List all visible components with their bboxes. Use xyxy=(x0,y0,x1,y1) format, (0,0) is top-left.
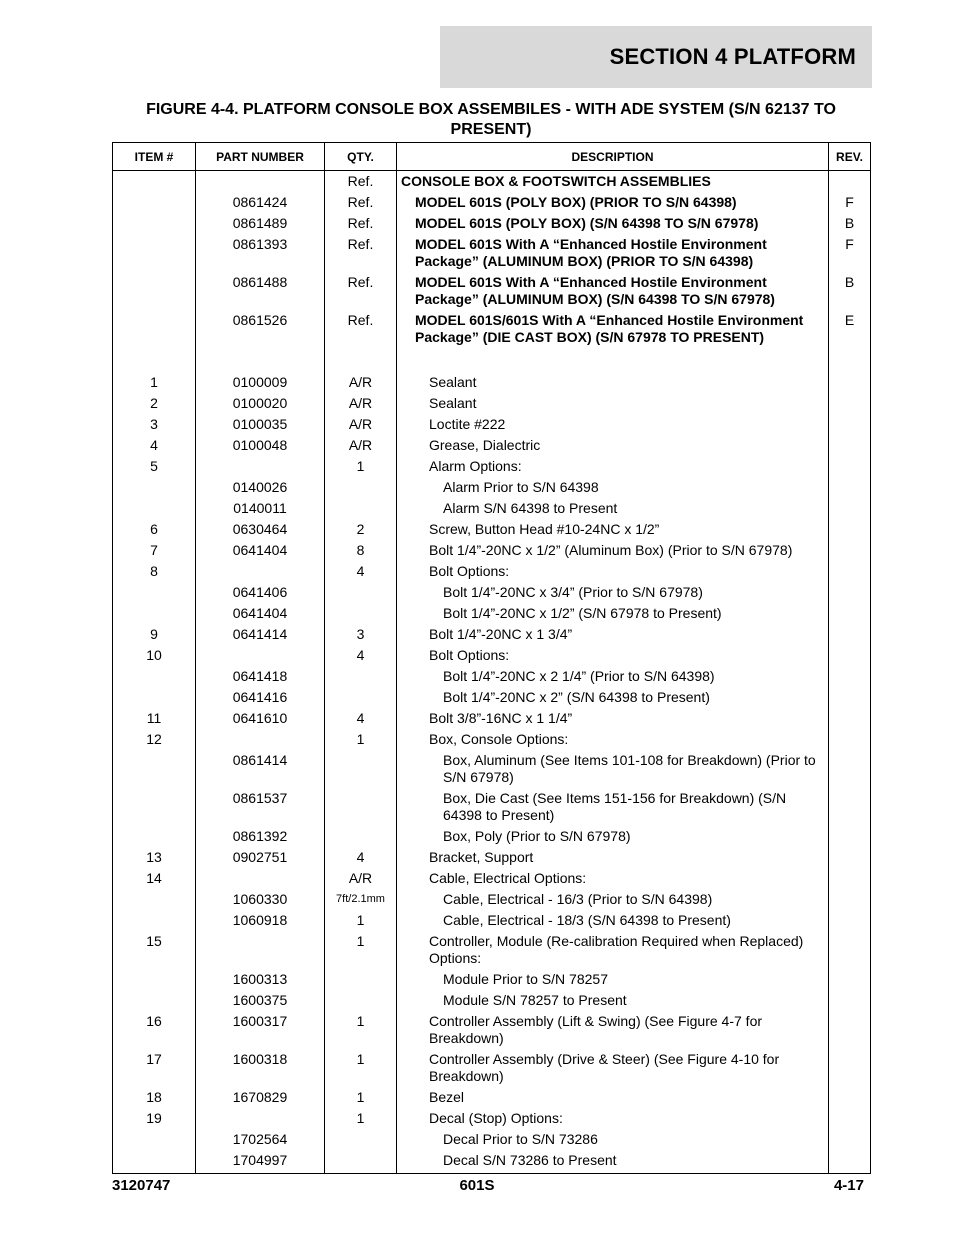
rev-cell: F xyxy=(829,192,871,213)
item-cell: 11 xyxy=(113,708,196,729)
rev-cell: E xyxy=(829,310,871,348)
rev-cell xyxy=(829,1049,871,1087)
rev-cell xyxy=(829,624,871,645)
table-row xyxy=(113,750,871,788)
qty-cell: 1 xyxy=(325,1108,397,1129)
part-number-cell xyxy=(196,456,325,477)
item-cell: 16 xyxy=(113,1011,196,1049)
description-cell: Bezel xyxy=(397,1087,829,1108)
part-number-cell xyxy=(196,171,325,193)
part-number-cell: 0100009 xyxy=(196,372,325,393)
description-cell: Bolt 1/4”-20NC x 3/4” (Prior to S/N 67978) xyxy=(397,582,829,603)
table-spacer-row xyxy=(113,348,871,372)
qty-cell: 4 xyxy=(325,708,397,729)
parts-table xyxy=(112,142,871,1174)
rev-cell xyxy=(829,1129,871,1150)
part-number-cell: 0100048 xyxy=(196,435,325,456)
table-row xyxy=(113,666,871,687)
item-cell xyxy=(113,889,196,910)
description-cell: Decal S/N 73286 to Present xyxy=(397,1150,829,1174)
table-row xyxy=(113,171,871,193)
description-cell: Decal Prior to S/N 73286 xyxy=(397,1129,829,1150)
qty-cell: 1 xyxy=(325,456,397,477)
rev-cell xyxy=(829,1011,871,1049)
item-cell xyxy=(113,969,196,990)
part-number-cell: 0861537 xyxy=(196,788,325,826)
qty-cell: Ref. xyxy=(325,213,397,234)
part-number-cell: 0630464 xyxy=(196,519,325,540)
footer-page-number: 4-17 xyxy=(833,1177,864,1194)
part-number-cell xyxy=(196,729,325,750)
item-cell xyxy=(113,750,196,788)
description-cell: Cable, Electrical Options: xyxy=(397,868,829,889)
rev-cell xyxy=(829,435,871,456)
part-number-cell: 0140011 xyxy=(196,498,325,519)
part-number-cell: 0100035 xyxy=(196,414,325,435)
qty-cell: A/R xyxy=(325,435,397,456)
description-cell: Bolt 1/4”-20NC x 1/2” (S/N 67978 to Present) xyxy=(397,603,829,624)
col-header-part-number: PART NUMBER xyxy=(196,143,325,171)
qty-cell: 1 xyxy=(325,729,397,750)
item-cell xyxy=(113,192,196,213)
rev-cell xyxy=(829,990,871,1011)
description-cell: MODEL 601S With A “Enhanced Hostile Environment Package” (ALUMINUM BOX) (S/N 64398 TO S/N 67978) xyxy=(397,272,829,310)
item-cell: 14 xyxy=(113,868,196,889)
rev-cell xyxy=(829,477,871,498)
description-cell: Controller Assembly (Drive & Steer) (See Figure 4-10 for Breakdown) xyxy=(397,1049,829,1087)
table-row xyxy=(113,414,871,435)
table-row xyxy=(113,1129,871,1150)
table-body xyxy=(113,171,871,1174)
rev-cell xyxy=(829,788,871,826)
rev-cell xyxy=(829,1108,871,1129)
rev-cell xyxy=(829,519,871,540)
description-cell: Decal (Stop) Options: xyxy=(397,1108,829,1129)
description-cell: Box, Console Options: xyxy=(397,729,829,750)
item-cell: 13 xyxy=(113,847,196,868)
figure-title: FIGURE 4-4. PLATFORM CONSOLE BOX ASSEMBILES - WITH ADE SYSTEM (S/N 62137 TO PRESENT) xyxy=(146,101,836,138)
part-number-cell: 0861488 xyxy=(196,272,325,310)
rev-cell xyxy=(829,708,871,729)
item-cell: 9 xyxy=(113,624,196,645)
item-cell: 5 xyxy=(113,456,196,477)
part-number-cell: 0641414 xyxy=(196,624,325,645)
table-row xyxy=(113,582,871,603)
description-cell: Box, Poly (Prior to S/N 67978) xyxy=(397,826,829,847)
qty-cell: 1 xyxy=(325,1011,397,1049)
rev-cell xyxy=(829,540,871,561)
col-header-item: ITEM # xyxy=(113,143,196,171)
qty-cell xyxy=(325,969,397,990)
qty-cell: 1 xyxy=(325,1087,397,1108)
table-row xyxy=(113,645,871,666)
table-row xyxy=(113,1108,871,1129)
part-number-cell: 0641418 xyxy=(196,666,325,687)
rev-cell xyxy=(829,645,871,666)
part-number-cell: 1060918 xyxy=(196,910,325,931)
item-cell xyxy=(113,272,196,310)
col-header-description: DESCRIPTION xyxy=(397,143,829,171)
table-row xyxy=(113,498,871,519)
description-cell: Cable, Electrical - 18/3 (S/N 64398 to Present) xyxy=(397,910,829,931)
description-cell: MODEL 601S (POLY BOX) (S/N 64398 TO S/N 67978) xyxy=(397,213,829,234)
item-cell: 15 xyxy=(113,931,196,969)
item-cell xyxy=(113,582,196,603)
description-cell: Alarm S/N 64398 to Present xyxy=(397,498,829,519)
part-number-cell: 1600375 xyxy=(196,990,325,1011)
part-number-cell: 1600318 xyxy=(196,1049,325,1087)
part-number-cell: 0861424 xyxy=(196,192,325,213)
rev-cell xyxy=(829,889,871,910)
qty-cell: 2 xyxy=(325,519,397,540)
description-cell: Bolt Options: xyxy=(397,561,829,582)
item-cell xyxy=(113,1150,196,1174)
qty-cell xyxy=(325,582,397,603)
item-cell: 3 xyxy=(113,414,196,435)
part-number-cell: 0100020 xyxy=(196,393,325,414)
part-number-cell xyxy=(196,931,325,969)
description-cell: Cable, Electrical - 16/3 (Prior to S/N 64398) xyxy=(397,889,829,910)
item-cell xyxy=(113,910,196,931)
description-cell: Bolt 1/4”-20NC x 2 1/4” (Prior to S/N 64398) xyxy=(397,666,829,687)
part-number-cell: 0641404 xyxy=(196,603,325,624)
part-number-cell: 0140026 xyxy=(196,477,325,498)
part-number-cell: 0861392 xyxy=(196,826,325,847)
part-number-cell: 0641406 xyxy=(196,582,325,603)
rev-cell xyxy=(829,931,871,969)
qty-cell: A/R xyxy=(325,372,397,393)
item-cell xyxy=(113,687,196,708)
part-number-cell: 0641416 xyxy=(196,687,325,708)
table-row xyxy=(113,234,871,272)
section-title: SECTION 4 PLATFORM xyxy=(609,44,856,69)
table-row xyxy=(113,192,871,213)
part-number-cell: 0861489 xyxy=(196,213,325,234)
table-row xyxy=(113,1011,871,1049)
rev-cell xyxy=(829,393,871,414)
table-row xyxy=(113,729,871,750)
item-cell xyxy=(113,498,196,519)
spacer-cell xyxy=(196,348,325,372)
rev-cell xyxy=(829,171,871,193)
qty-cell: Ref. xyxy=(325,310,397,348)
table-row xyxy=(113,540,871,561)
rev-cell xyxy=(829,498,871,519)
qty-cell: Ref. xyxy=(325,171,397,193)
qty-cell: A/R xyxy=(325,414,397,435)
part-number-cell: 1670829 xyxy=(196,1087,325,1108)
part-number-cell: 1060330 xyxy=(196,889,325,910)
qty-cell xyxy=(325,788,397,826)
qty-cell: Ref. xyxy=(325,192,397,213)
description-cell: Controller Assembly (Lift & Swing) (See Figure 4-7 for Breakdown) xyxy=(397,1011,829,1049)
table-row xyxy=(113,435,871,456)
footer-model: 601S xyxy=(459,1177,495,1194)
rev-cell: B xyxy=(829,213,871,234)
item-cell xyxy=(113,171,196,193)
item-cell xyxy=(113,310,196,348)
item-cell: 4 xyxy=(113,435,196,456)
qty-cell: 4 xyxy=(325,645,397,666)
qty-cell xyxy=(325,1129,397,1150)
rev-cell xyxy=(829,687,871,708)
part-number-cell: 0861526 xyxy=(196,310,325,348)
part-number-cell: 0641610 xyxy=(196,708,325,729)
item-cell: 17 xyxy=(113,1049,196,1087)
rev-cell xyxy=(829,666,871,687)
item-cell xyxy=(113,666,196,687)
item-cell xyxy=(113,788,196,826)
part-number-cell: 0641404 xyxy=(196,540,325,561)
rev-cell: F xyxy=(829,234,871,272)
col-header-qty: QTY. xyxy=(325,143,397,171)
description-cell: Screw, Button Head #10-24NC x 1/2” xyxy=(397,519,829,540)
rev-cell xyxy=(829,1087,871,1108)
description-cell: Alarm Prior to S/N 64398 xyxy=(397,477,829,498)
footer-doc-number: 3120747 xyxy=(112,1177,171,1194)
qty-cell xyxy=(325,687,397,708)
description-cell: Module S/N 78257 to Present xyxy=(397,990,829,1011)
part-number-cell: 0902751 xyxy=(196,847,325,868)
description-cell: Bolt 1/4”-20NC x 1/2” (Aluminum Box) (Prior to S/N 67978) xyxy=(397,540,829,561)
description-cell: Box, Aluminum (See Items 101-108 for Breakdown) (Prior to S/N 67978) xyxy=(397,750,829,788)
rev-cell xyxy=(829,1150,871,1174)
qty-cell: 1 xyxy=(325,931,397,969)
item-cell xyxy=(113,477,196,498)
qty-cell: 4 xyxy=(325,847,397,868)
description-cell: MODEL 601S (POLY BOX) (PRIOR TO S/N 64398) xyxy=(397,192,829,213)
rev-cell xyxy=(829,910,871,931)
part-number-cell: 1600313 xyxy=(196,969,325,990)
rev-cell xyxy=(829,868,871,889)
table-row xyxy=(113,788,871,826)
description-cell: Controller, Module (Re-calibration Required when Replaced) Options: xyxy=(397,931,829,969)
qty-cell: Ref. xyxy=(325,234,397,272)
col-header-rev: REV. xyxy=(829,143,871,171)
item-cell xyxy=(113,603,196,624)
description-cell: MODEL 601S/601S With A “Enhanced Hostile Environment Package” (DIE CAST BOX) (S/N 67978 TO PRESENT) xyxy=(397,310,829,348)
part-number-cell: 0861393 xyxy=(196,234,325,272)
qty-cell xyxy=(325,1150,397,1174)
qty-cell: 1 xyxy=(325,910,397,931)
rev-cell xyxy=(829,603,871,624)
item-cell: 19 xyxy=(113,1108,196,1129)
item-cell: 7 xyxy=(113,540,196,561)
spacer-cell xyxy=(829,348,871,372)
rev-cell xyxy=(829,561,871,582)
table-row xyxy=(113,990,871,1011)
qty-cell xyxy=(325,750,397,788)
part-number-cell: 1702564 xyxy=(196,1129,325,1150)
description-cell: Grease, Dialectric xyxy=(397,435,829,456)
table-row xyxy=(113,826,871,847)
description-cell: Bolt 1/4”-20NC x 1 3/4” xyxy=(397,624,829,645)
item-cell: 8 xyxy=(113,561,196,582)
qty-cell: 3 xyxy=(325,624,397,645)
description-cell: Bolt Options: xyxy=(397,645,829,666)
table-row xyxy=(113,393,871,414)
table-row xyxy=(113,1049,871,1087)
qty-cell: 1 xyxy=(325,1049,397,1087)
item-cell: 12 xyxy=(113,729,196,750)
table-row xyxy=(113,847,871,868)
description-cell: Bolt 1/4”-20NC x 2” (S/N 64398 to Present) xyxy=(397,687,829,708)
table-row xyxy=(113,519,871,540)
item-cell: 1 xyxy=(113,372,196,393)
qty-cell xyxy=(325,826,397,847)
part-number-cell xyxy=(196,1108,325,1129)
description-cell: Sealant xyxy=(397,372,829,393)
rev-cell xyxy=(829,456,871,477)
description-cell: MODEL 601S With A “Enhanced Hostile Environment Package” (ALUMINUM BOX) (PRIOR TO S/N 64398) xyxy=(397,234,829,272)
table-row xyxy=(113,889,871,910)
table-row xyxy=(113,1087,871,1108)
description-cell: CONSOLE BOX & FOOTSWITCH ASSEMBLIES xyxy=(397,171,829,193)
table-row xyxy=(113,687,871,708)
rev-cell xyxy=(829,582,871,603)
qty-cell xyxy=(325,990,397,1011)
section-header xyxy=(440,26,872,88)
table-row xyxy=(113,477,871,498)
item-cell xyxy=(113,826,196,847)
rev-cell xyxy=(829,826,871,847)
rev-cell xyxy=(829,847,871,868)
rev-cell: B xyxy=(829,272,871,310)
table-row xyxy=(113,213,871,234)
item-cell: 2 xyxy=(113,393,196,414)
table-row xyxy=(113,603,871,624)
spacer-cell xyxy=(325,348,397,372)
description-cell: Alarm Options: xyxy=(397,456,829,477)
item-cell: 10 xyxy=(113,645,196,666)
qty-cell xyxy=(325,477,397,498)
table-row xyxy=(113,910,871,931)
part-number-cell xyxy=(196,645,325,666)
table-row xyxy=(113,310,871,348)
spacer-cell xyxy=(113,348,196,372)
rev-cell xyxy=(829,969,871,990)
part-number-cell xyxy=(196,561,325,582)
rev-cell xyxy=(829,729,871,750)
description-cell: Module Prior to S/N 78257 xyxy=(397,969,829,990)
spacer-cell xyxy=(397,348,829,372)
qty-cell: 7ft/2.1mm xyxy=(325,889,397,910)
qty-cell xyxy=(325,603,397,624)
table-row xyxy=(113,456,871,477)
item-cell xyxy=(113,1129,196,1150)
description-cell: Box, Die Cast (See Items 151-156 for Breakdown) (S/N 64398 to Present) xyxy=(397,788,829,826)
item-cell xyxy=(113,990,196,1011)
description-cell: Bracket, Support xyxy=(397,847,829,868)
part-number-cell: 1704997 xyxy=(196,1150,325,1174)
table-row xyxy=(113,372,871,393)
part-number-cell: 0861414 xyxy=(196,750,325,788)
qty-cell: A/R xyxy=(325,393,397,414)
description-cell: Loctite #222 xyxy=(397,414,829,435)
qty-cell xyxy=(325,666,397,687)
item-cell: 6 xyxy=(113,519,196,540)
description-cell: Sealant xyxy=(397,393,829,414)
rev-cell xyxy=(829,372,871,393)
part-number-cell xyxy=(196,868,325,889)
part-number-cell: 1600317 xyxy=(196,1011,325,1049)
table-row xyxy=(113,868,871,889)
qty-cell: Ref. xyxy=(325,272,397,310)
description-cell: Bolt 3/8”-16NC x 1 1/4” xyxy=(397,708,829,729)
table-header-row xyxy=(113,143,871,171)
table-row xyxy=(113,561,871,582)
table-row xyxy=(113,1150,871,1174)
table-row xyxy=(113,708,871,729)
item-cell: 18 xyxy=(113,1087,196,1108)
item-cell xyxy=(113,234,196,272)
qty-cell xyxy=(325,498,397,519)
rev-cell xyxy=(829,414,871,435)
qty-cell: A/R xyxy=(325,868,397,889)
item-cell xyxy=(113,213,196,234)
table-row xyxy=(113,624,871,645)
table-row xyxy=(113,272,871,310)
rev-cell xyxy=(829,750,871,788)
qty-cell: 8 xyxy=(325,540,397,561)
table-row xyxy=(113,969,871,990)
table-row xyxy=(113,931,871,969)
qty-cell: 4 xyxy=(325,561,397,582)
